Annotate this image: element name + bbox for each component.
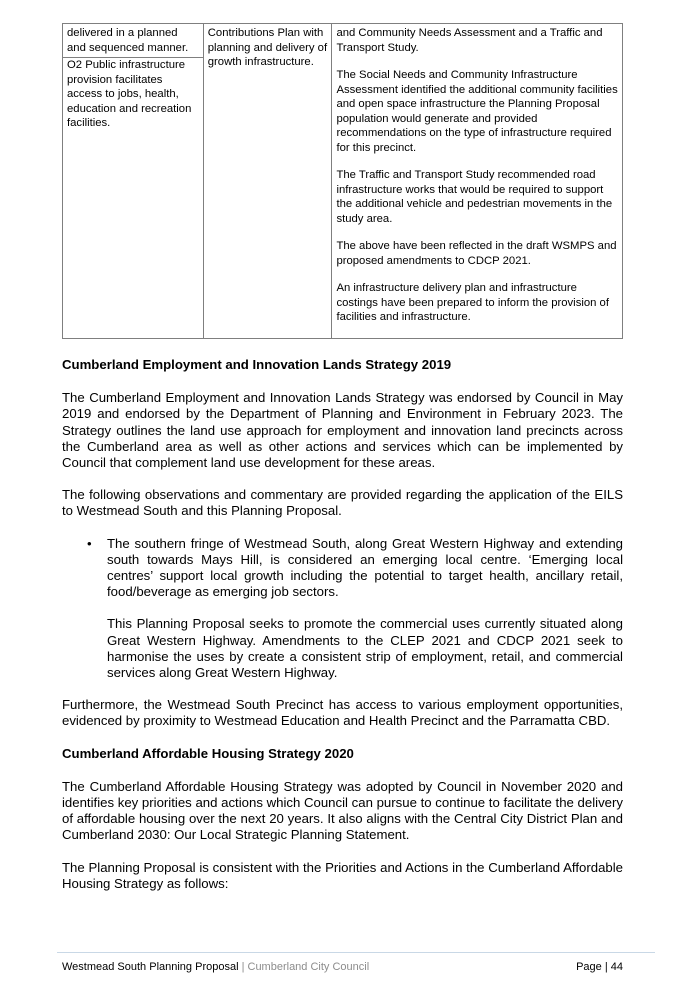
footer-title-group <box>62 961 369 974</box>
action-text: Contributions Plan with planning and delivery of growth infrastructure. <box>207 27 328 68</box>
comment-paragraph: The above have been reflected in the draft WSMPS and proposed amendments to CDCP 2021. <box>336 240 617 267</box>
footer-separator: | <box>241 961 245 973</box>
footer-document-title: Westmead South Planning Proposal <box>62 961 239 973</box>
bullet-paragraph: This Planning Proposal seeks to promote the commercial uses currently situated along Great Western Highway. Amendments to the CLEP 2021 and CDCP 2021 seek to harmonise the uses by create a consistent strip of employment, retail, and commercial services along Great Western Highway. <box>107 616 623 681</box>
paragraph: The following observations and commentary are provided regarding the application of the EILS to Westmead South and this Planning Proposal. <box>62 487 623 519</box>
footer-organisation: Cumberland City Council <box>247 961 370 973</box>
objective-text-o2: O2 Public infrastructure provision facilitates access to jobs, health, education and recreation facilities. <box>63 57 203 131</box>
bullet-list <box>62 536 623 682</box>
footer-divider <box>57 952 655 953</box>
table-cell-objective <box>63 24 204 339</box>
table-cell-comment <box>332 24 623 339</box>
comment-paragraph: The Traffic and Transport Study recommended road infrastructure works that would be required to support the additional vehicle and pedestrian movements in the study area. <box>336 169 613 225</box>
bullet-icon: • <box>87 535 92 551</box>
section-heading-affordable-housing: Cumberland Affordable Housing Strategy 2020 <box>62 745 354 761</box>
paragraph: Furthermore, the Westmead South Precinct has access to various employment opportunities, evidenced by proximity to Westmead Education and Health Precinct and the Parramatta CBD. <box>62 697 623 729</box>
paragraph: The Planning Proposal is consistent with the Priorities and Actions in the Cumberland Affordable Housing Strategy as follows: <box>62 859 623 891</box>
objective-text-continued: delivered in a planned and sequenced manner. <box>67 27 189 54</box>
comment-paragraph: An infrastructure delivery plan and infrastructure costings have been prepared to inform the provision of facilities and infrastructure. <box>336 282 609 323</box>
table-row <box>63 24 623 339</box>
section-heading-eils: Cumberland Employment and Innovation Lands Strategy 2019 <box>62 357 452 372</box>
paragraph: The Cumberland Employment and Innovation Lands Strategy was endorsed by Council in May 2019 and endorsed by the Department of Planning and Environment in February 2023. The Strategy outlines the land use approach for employment and innovation land precincts across the Cumberland area as well as other actions and services which can be implemented by Council that complement land use development for these areas. <box>62 390 623 471</box>
paragraph: The Cumberland Affordable Housing Strategy was adopted by Council in November 2020 and identifies key priorities and actions which Council can pursue to continue to facilitate the delivery of affordable housing over the next 20 years. It also aligns with the Central City District Plan and Cumberland 2030: Our Local Strategic Planning Statement. <box>62 778 623 843</box>
comment-paragraph: The Social Needs and Community Infrastructure Assessment identified the additional community facilities and open space infrastructure the Planning Proposal population would generate and provided recommendations on the type of infrastructure required for this precinct. <box>336 69 618 154</box>
bullet-paragraph: The southern fringe of Westmead South, along Great Western Highway and extending south towards Mays Hill, is considered an emerging local centre. ‘Emerging local centres’ support local growth including the potential to target health, ancillary retail, food/beverage as emerging job sectors. <box>107 535 623 600</box>
page-number: Page | 44 <box>576 961 623 973</box>
body-content <box>62 357 623 908</box>
table-cell-action <box>203 24 332 339</box>
consistency-table <box>62 23 623 339</box>
list-item <box>62 536 623 682</box>
comment-paragraph: and Community Needs Assessment and a Traffic and Transport Study. <box>336 27 603 54</box>
